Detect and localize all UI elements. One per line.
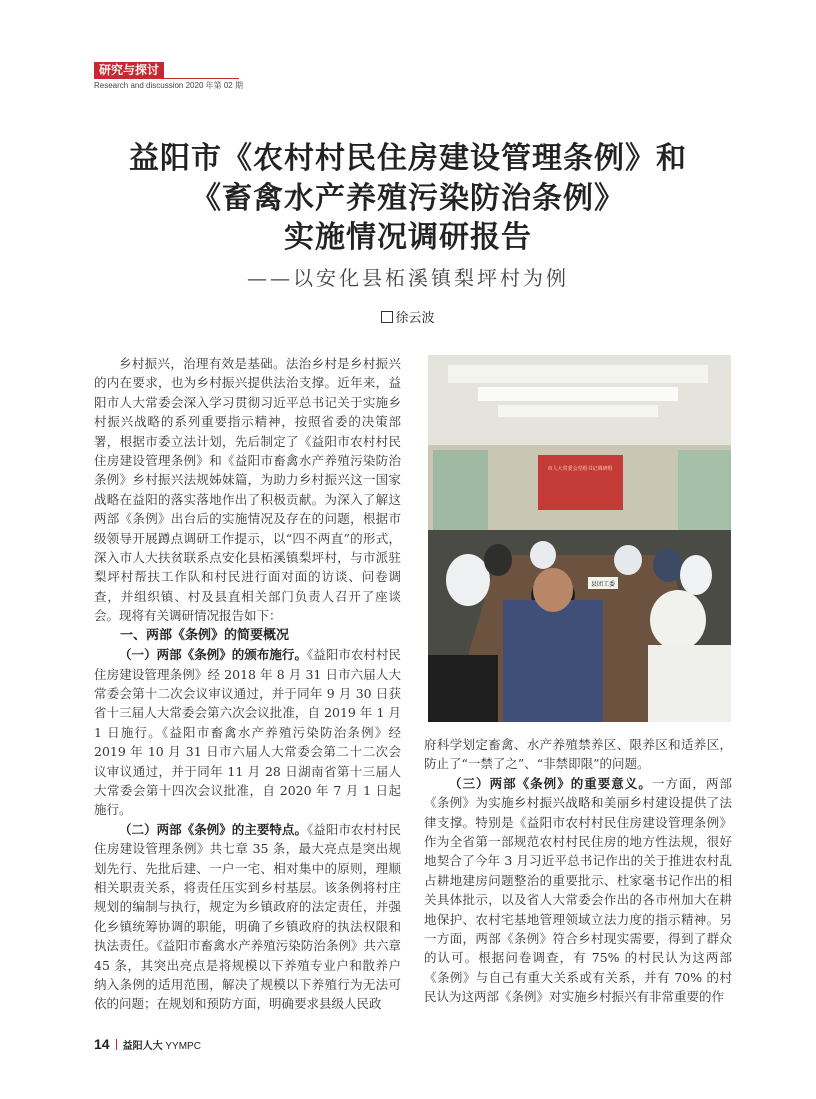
paragraph-features [94, 820, 401, 1014]
title-line-2: 《畜禽水产养殖污染防治条例》 [191, 181, 625, 216]
meeting-photo [428, 355, 731, 722]
footer-divider [116, 1039, 117, 1050]
page-footer [94, 1036, 201, 1052]
section-heading-1: 一、两部《条例》的简要概况 [120, 627, 290, 643]
paragraph-promulgation-text: 《益阳市农村村民住房建设管理条例》经 2018 年 8 月 31 日市六届人大常委会第十二次会议审议通过，并于同年 9 月 30 日获省十三届人大常委会第六次会议批准，自 2019 年 1 月 1 日施行。《益阳市畜禽水产养殖污染防治条例》经 2019 年 10 月 31 日市六届人大常委会第二十二次会议审议通过，并于同年 11 月 28 日湖南省第十三届人大常委会第十四次会议批准，自 2020 年 7 月 1 日起施行。 [94, 647, 401, 818]
author-byline [0, 307, 816, 326]
paragraph-zones: 府科学划定畜禽、水产养殖禁养区、限养区和适养区，防止了“一禁了之”、“非禁即限”的问题。 [424, 737, 732, 772]
article-subtitle: ——以安化县柘溪镇梨坪村为例 [247, 266, 569, 290]
author-box-icon [381, 311, 393, 323]
section-tag: 研究与探讨 [94, 62, 164, 78]
magazine-name: 益阳人大 [122, 1041, 163, 1052]
author-name: 徐云波 [395, 311, 435, 326]
paragraph-promulgation [94, 645, 401, 820]
subheading-features: （二）两部《条例》的主要特点。 [119, 821, 307, 837]
title-line-3: 实施情况调研报告 [284, 220, 532, 255]
subheading-significance: （三）两部《条例》的重要意义。 [449, 775, 652, 791]
page-number: 14 [94, 1036, 110, 1052]
paragraph-intro: 乡村振兴，治理有效是基础。法治乡村是乡村振兴的内在要求，也为乡村振兴提供法治支撑。近年来，益阳市人大常委会深入学习贯彻习近平总书记关于实施乡村振兴战略的系列重要指示精神，按照省委的决策部署，根据市委立法计划，先后制定了《益阳市农村村民住房建设管理条例》和《益阳市畜禽水产养殖污染防治条例》乡村振兴法规姊妹篇，为助力乡村振兴这一国家战略在益阳的落实落地作出了积极贡献。为深入了解这两部《条例》出台后的实施情况及存在的问题，根据市级领导开展蹲点调研工作提示，以“四不两直”的形式，深入市人大扶贫联系点安化县柘溪镇梨坪村，与市派驻梨坪村帮扶工作队和村民进行面对面的访谈、问卷调查，并组织镇、村及县直相关部门负责人召开了座谈会。现将有关调研情况报告如下： [94, 356, 401, 624]
photo-nameplate: 县团工委 [590, 581, 616, 588]
right-column [424, 735, 732, 1007]
subheading-promulgation: （一）两部《条例》的颁布施行。 [119, 647, 307, 663]
header-divider [94, 78, 239, 79]
issue-info: Research and discussion 2020 年第 02 期 [94, 81, 243, 90]
paragraph-significance-text: 一方面，两部《条例》为实施乡村振兴战略和美丽乡村建设提供了法律支撑。特别是《益阳市农村村民住房建设管理条例》作为全省第一部规范农村村民住房的地方性法规，很好地契合了今年 3 月习近平总书记作出的关于推进农村乱占耕地建房问题整治的重要批示、杜家毫书记作出的相关具体批示，以及省人大常委会作出的各市州加大在耕地保护、农村宅基地管理领域立法力度的指示精神。另一方面，两部《条例》符合乡村现实需要，得到了群众的认可。根据问卷调查，有 75% 的村民认为这两部《条例》与自己有重大关系或有关系，并有 70% 的村民认为这两部《条例》对实施乡村振兴有非常重要的作 [424, 775, 732, 1005]
photo-screen-text: 市人大常委会党组书记调研组 [547, 466, 613, 472]
title-line-1: 益阳市《农村村民住房建设管理条例》和 [129, 141, 687, 176]
paragraph-significance [424, 774, 732, 1007]
magazine-code: YYMPC [165, 1041, 201, 1052]
left-column [94, 354, 401, 1014]
paragraph-features-text: 《益阳市农村村民住房建设管理条例》共七章 35 条，最大亮点是突出规划先行、先批后建、一户一宅、相对集中的原则，理顺相关职责关系，将责任压实到乡村基层。该条例将村庄规划的编制与执行，规定为乡镇政府的法定责任，并强化乡镇统筹协调的职能，明确了乡镇政府的执法权限和执法责任。《益阳市畜禽水产养殖污染防治条例》共六章 45 条，其突出亮点是将规模以下养殖专业户和散养户纳入条例的适用范围，解决了规模以下养殖行为无法可依的问题；在规划和预防方面，明确要求县级人民政 [94, 821, 401, 1012]
